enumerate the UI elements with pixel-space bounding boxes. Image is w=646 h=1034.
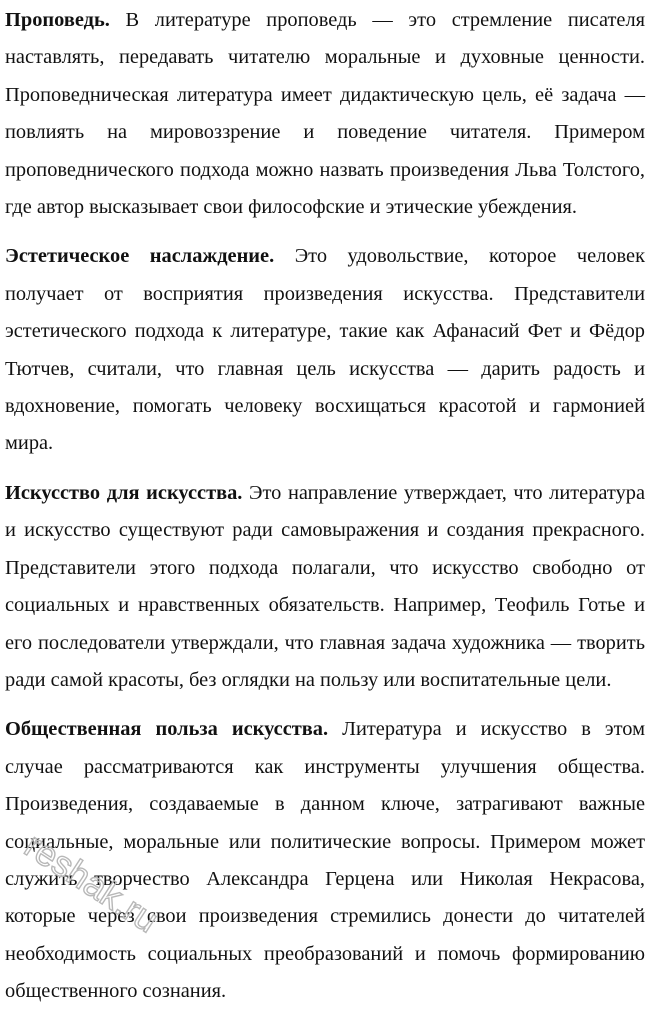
paragraph-social-benefit xyxy=(5,711,645,1010)
term-aesthetic-pleasure: Эстетическое наслаждение. xyxy=(5,245,275,268)
term-social-benefit: Общественная польза искусства. xyxy=(5,718,329,741)
paragraph-sermon-text: В литературе проповедь — это стремление писателя наставлять, передавать читателю моральные и духовные ценности. Проповедническая литература имеет дидактическую цель, её задача — повлиять на мировоззрение и поведение читателя. Примером проповеднического подхода можно назвать произведения Льва Толстого, где автор высказывает свои философские и этические убеждения. xyxy=(5,9,645,219)
paragraph-social-benefit-text: Литература и искусство в этом случае рассматриваются как инструменты улучшения общества. Произведения, создаваемые в данном ключе, затрагивают важные социальные, моральные или политические вопросы. Примером может служить творчество Александра Герцена или Николая Некрасова, которые через свои произведения стремились донести до читателей необходимость социальных преобразований и помочь формированию общественного сознания. xyxy=(5,718,645,1003)
paragraph-art-for-art xyxy=(5,475,645,699)
paragraph-sermon xyxy=(5,2,645,226)
paragraph-aesthetic-pleasure xyxy=(5,238,645,462)
paragraph-art-for-art-text: Это направление утверждает, что литература и искусство существуют ради самовыражения и создания прекрасного. Представители этого подхода полагали, что искусство свободно от социальных и нравственных обязательств. Например, Теофиль Готье и его последователи утверждали, что главная задача художника — творить ради самой красоты, без оглядки на пользу или воспитательные цели. xyxy=(5,481,646,691)
watermark-text: reshak.ru xyxy=(17,824,166,941)
term-art-for-art: Искусство для искусства. xyxy=(5,481,243,504)
term-sermon: Проповедь. xyxy=(5,9,110,31)
paragraph-aesthetic-pleasure-text: Это удовольствие, которое человек получает от восприятия произведения искусства. Представители эстетического подхода к литературе, такие как Афанасий Фет и Фёдор Тютчев, считали, что главная цель искусства — дарить радость и вдохновение, помогать человеку восхищаться красотой и гармонией мира. xyxy=(5,245,645,455)
